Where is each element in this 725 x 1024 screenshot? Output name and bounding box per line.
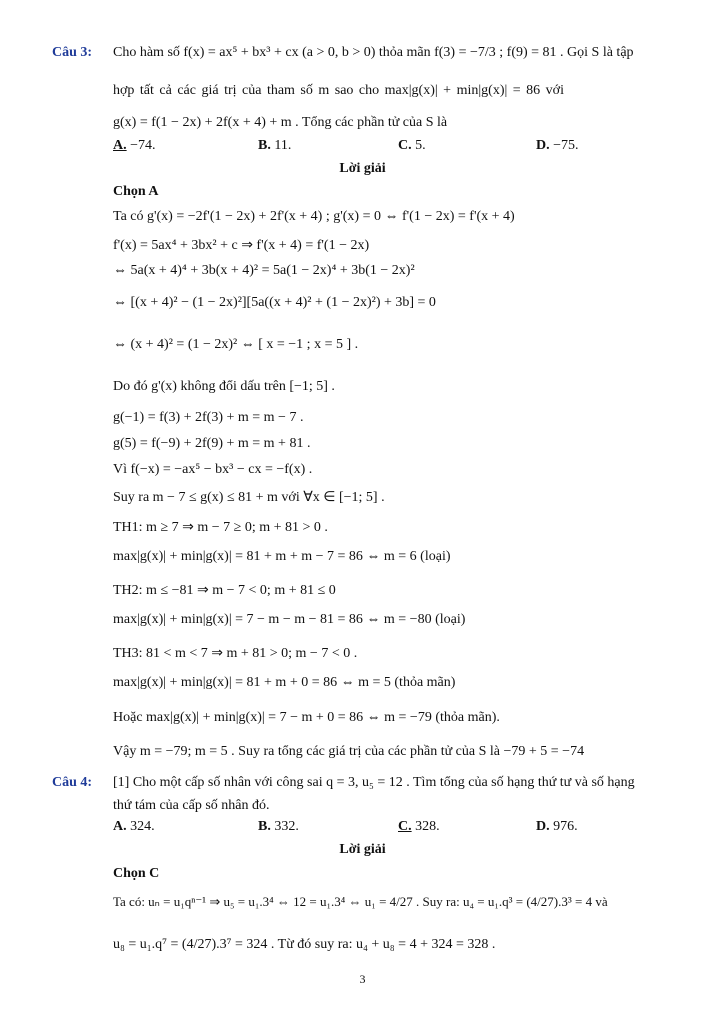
q3-solution-line: Hoặc max|g(x)| + min|g(x)| = 7 − m + 0 = 86 ⇔ m = −79 (thỏa mãn). xyxy=(113,710,500,725)
q3-solution-line: max|g(x)| + min|g(x)| = 81 + m + 0 = 86 ⇔ m = 5 (thỏa mãn) xyxy=(113,675,456,690)
q3-solution-line: Ta có g'(x) = −2f'(1 − 2x) + 2f'(x + 4) ; g'(x) = 0 ⇔ f'(1 − 2x) = f'(x + 4) xyxy=(113,209,515,224)
question-3-label: Câu 3: xyxy=(52,45,93,60)
q3-solution-line: g(−1) = f(3) + 2f(3) + m = m − 7 . xyxy=(113,410,304,425)
question-3-option-b: B. 11. xyxy=(258,138,292,153)
question-4-choice: Chọn C xyxy=(113,866,160,881)
question-4-option-a: A. 324. xyxy=(113,819,155,834)
q3-solution-line: max|g(x)| + min|g(x)| = 7 − m − m − 81 = 86 ⇔ m = −80 (loại) xyxy=(113,612,466,627)
question-4-option-b: B. 332. xyxy=(258,819,299,834)
q3-solution-line: Vì f(−x) = −ax⁵ − bx³ − cx = −f(x) . xyxy=(113,462,313,477)
q3-case-2: TH2: m ≤ −81 ⇒ m − 7 < 0; m + 81 ≤ 0 xyxy=(113,583,336,598)
q3-solution-line: max|g(x)| + min|g(x)| = 81 + m + m − 7 = 86 ⇔ m = 6 (loại) xyxy=(113,549,451,564)
question-3-option-c: C. 5. xyxy=(398,138,426,153)
q3-solution-line: f'(x) = 5ax⁴ + 3bx² + c ⇒ f'(x + 4) = f'(1 − 2x) xyxy=(113,238,370,253)
q3-solution-line: Do đó g'(x) không đổi dấu trên [−1; 5] . xyxy=(113,379,335,394)
question-3-text-line-1: Cho hàm số f(x) = ax⁵ + bx³ + cx (a > 0, b > 0) thỏa mãn f(3) = −7/3 ; f(9) = 81 . Gọi S là tập xyxy=(113,45,634,60)
page-number: 3 xyxy=(359,972,366,986)
q3-solution-line: ⇔ [(x + 4)² − (1 − 2x)²][5a((x + 4)² + (1 − 2x)²) + 3b] = 0 xyxy=(113,295,436,310)
question-4-option-c: C. 328. xyxy=(398,819,440,834)
question-4-label: Câu 4: xyxy=(52,775,93,790)
question-3-option-a: A. −74. xyxy=(113,138,156,153)
q4-solution-line: Ta có: uₙ = u₁qⁿ⁻¹ ⇒ u₅ = u₁.3⁴ ⇔ 12 = u₁.3⁴ ⇔ u₁ = 4/27 . Suy ra: u₄ = u₁.q³ = (4/27).3³ = 4 và xyxy=(113,894,608,909)
q3-solution-line: ⇔ 5a(x + 4)⁴ + 3b(x + 4)² = 5a(1 − 2x)⁴ + 3b(1 − 2x)² xyxy=(113,263,415,278)
q3-case-1: TH1: m ≥ 7 ⇒ m − 7 ≥ 0; m + 81 > 0 . xyxy=(113,520,328,535)
q3-solution-line: g(5) = f(−9) + 2f(9) + m = m + 81 . xyxy=(113,436,311,451)
q3-conclusion: Vậy m = −79; m = 5 . Suy ra tổng các giá trị của các phần tử của S là −79 + 5 = −74 xyxy=(113,744,585,759)
question-4-option-d: D. 976. xyxy=(536,819,578,834)
q3-solution-line: Suy ra m − 7 ≤ g(x) ≤ 81 + m với ∀x ∈ [−1; 5] . xyxy=(113,490,385,505)
question-3-choice: Chọn A xyxy=(113,184,159,199)
q3-solution-line: ⇔ (x + 4)² = (1 − 2x)² ⇔ [ x = −1 ; x = 5 ] . xyxy=(113,337,359,352)
question-3-option-d: D. −75. xyxy=(536,138,579,153)
question-3-text-line-3: g(x) = f(1 − 2x) + 2f(x + 4) + m . Tổng các phần tử của S là xyxy=(113,115,448,130)
question-3-text-line-2: hợp tất cả các giá trị của tham số m sao cho max|g(x)| + min|g(x)| = 86 với xyxy=(113,83,564,98)
question-3-solution-title: Lời giải xyxy=(339,161,386,176)
question-4-text-line-2: thứ tám của cấp số nhân đó. xyxy=(113,798,270,813)
q4-solution-line: u₈ = u₁.q⁷ = (4/27).3⁷ = 324 . Từ đó suy ra: u₄ + u₈ = 4 + 324 = 328 . xyxy=(113,937,496,952)
question-4-text-line-1: [1] Cho một cấp số nhân với công sai q = 3, u₅ = 12 . Tìm tổng của số hạng thứ tư và số hạng xyxy=(113,775,635,790)
question-4-solution-title: Lời giải xyxy=(339,842,386,857)
q3-case-3: TH3: 81 < m < 7 ⇒ m + 81 > 0; m − 7 < 0 . xyxy=(113,646,358,661)
